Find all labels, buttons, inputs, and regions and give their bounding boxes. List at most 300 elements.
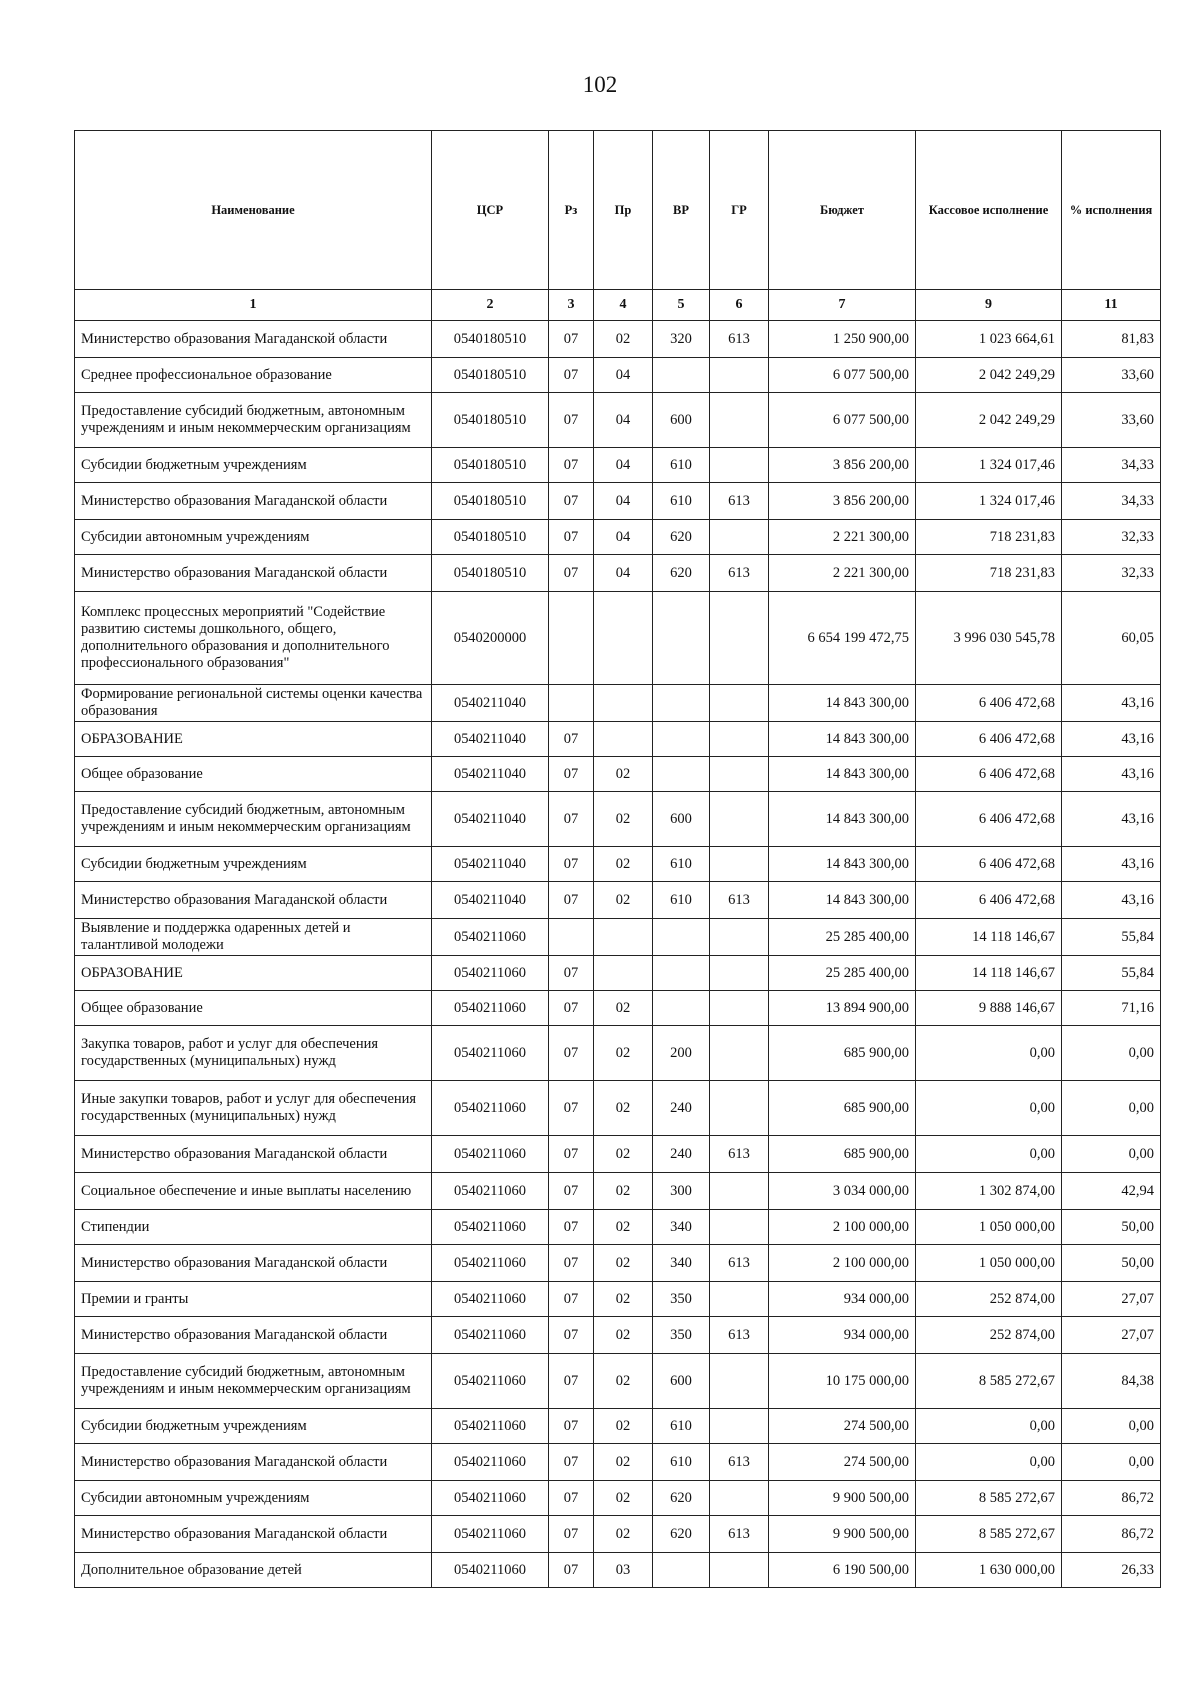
- cell-budget: 14 843 300,00: [769, 722, 916, 757]
- cell-budget: 25 285 400,00: [769, 956, 916, 991]
- table-row: [75, 321, 1161, 358]
- table-row: [75, 1354, 1161, 1409]
- cell-name: Социальное обеспечение и иные выплаты населению: [75, 1173, 432, 1210]
- cell-percent: 43,16: [1062, 847, 1161, 882]
- cell-rz: 07: [549, 1553, 594, 1588]
- cell-pr: 02: [594, 321, 653, 358]
- cell-budget: 934 000,00: [769, 1317, 916, 1354]
- cell-csr: 0540211060: [432, 1136, 549, 1173]
- column-number: 9: [916, 290, 1062, 321]
- column-number: 1: [75, 290, 432, 321]
- table-row: [75, 991, 1161, 1026]
- table-row: [75, 1081, 1161, 1136]
- cell-csr: 0540211060: [432, 1282, 549, 1317]
- cell-cash: 1 050 000,00: [916, 1245, 1062, 1282]
- cell-budget: 934 000,00: [769, 1282, 916, 1317]
- cell-rz: 07: [549, 1081, 594, 1136]
- cell-csr: 0540211060: [432, 919, 549, 956]
- cell-percent: 34,33: [1062, 483, 1161, 520]
- cell-pr: 02: [594, 1409, 653, 1444]
- cell-rz: 07: [549, 757, 594, 792]
- cell-pr: 02: [594, 1516, 653, 1553]
- header-vr: ВР: [653, 131, 710, 290]
- cell-rz: 07: [549, 792, 594, 847]
- cell-vr: [653, 358, 710, 393]
- cell-percent: 86,72: [1062, 1481, 1161, 1516]
- cell-csr: 0540211060: [432, 1444, 549, 1481]
- cell-name: Министерство образования Магаданской области: [75, 1245, 432, 1282]
- cell-name: Министерство образования Магаданской области: [75, 321, 432, 358]
- cell-csr: 0540211060: [432, 1481, 549, 1516]
- cell-csr: 0540211060: [432, 1516, 549, 1553]
- cell-name: Дополнительное образование детей: [75, 1553, 432, 1588]
- cell-rz: 07: [549, 1282, 594, 1317]
- cell-vr: 620: [653, 1516, 710, 1553]
- cell-pr: 02: [594, 1444, 653, 1481]
- cell-cash: 2 042 249,29: [916, 358, 1062, 393]
- cell-csr: 0540211060: [432, 991, 549, 1026]
- cell-gr: [710, 722, 769, 757]
- cell-percent: 43,16: [1062, 792, 1161, 847]
- cell-cash: 6 406 472,68: [916, 722, 1062, 757]
- cell-budget: 3 856 200,00: [769, 483, 916, 520]
- cell-rz: 07: [549, 520, 594, 555]
- cell-pr: 02: [594, 1081, 653, 1136]
- cell-budget: 14 843 300,00: [769, 792, 916, 847]
- cell-gr: 613: [710, 321, 769, 358]
- cell-percent: 0,00: [1062, 1409, 1161, 1444]
- cell-gr: [710, 1409, 769, 1444]
- cell-pr: 02: [594, 1026, 653, 1081]
- cell-rz: 07: [549, 1444, 594, 1481]
- table-row: [75, 1210, 1161, 1245]
- cell-name: Субсидии бюджетным учреждениям: [75, 1409, 432, 1444]
- cell-cash: 252 874,00: [916, 1282, 1062, 1317]
- header-gr: ГР: [710, 131, 769, 290]
- table-row: [75, 882, 1161, 919]
- column-number: 2: [432, 290, 549, 321]
- column-number: 4: [594, 290, 653, 321]
- cell-name: Среднее профессиональное образование: [75, 358, 432, 393]
- table-row: [75, 722, 1161, 757]
- cell-cash: 8 585 272,67: [916, 1481, 1062, 1516]
- cell-csr: 0540211060: [432, 1173, 549, 1210]
- column-number: 3: [549, 290, 594, 321]
- table-row: [75, 792, 1161, 847]
- cell-csr: 0540180510: [432, 483, 549, 520]
- cell-budget: 6 654 199 472,75: [769, 592, 916, 685]
- header-name: Наименование: [75, 131, 432, 290]
- cell-name: Министерство образования Магаданской области: [75, 1444, 432, 1481]
- cell-vr: [653, 592, 710, 685]
- cell-name: Предоставление субсидий бюджетным, автономным учреждениям и иным некоммерческим организациям: [75, 792, 432, 847]
- cell-rz: [549, 919, 594, 956]
- cell-vr: 620: [653, 1481, 710, 1516]
- cell-name: Министерство образования Магаданской области: [75, 1516, 432, 1553]
- table-row: [75, 1136, 1161, 1173]
- table-row: [75, 1481, 1161, 1516]
- cell-rz: 07: [549, 1173, 594, 1210]
- cell-pr: 02: [594, 882, 653, 919]
- table-row: [75, 1409, 1161, 1444]
- cell-rz: 07: [549, 358, 594, 393]
- cell-pr: 02: [594, 1282, 653, 1317]
- cell-percent: 27,07: [1062, 1282, 1161, 1317]
- cell-cash: 8 585 272,67: [916, 1354, 1062, 1409]
- cell-pr: 02: [594, 1136, 653, 1173]
- cell-rz: 07: [549, 847, 594, 882]
- cell-pr: [594, 722, 653, 757]
- cell-csr: 0540180510: [432, 358, 549, 393]
- cell-csr: 0540211060: [432, 1245, 549, 1282]
- cell-budget: 14 843 300,00: [769, 757, 916, 792]
- header-cash: Кассовое исполнение: [916, 131, 1062, 290]
- cell-budget: 685 900,00: [769, 1136, 916, 1173]
- cell-percent: 50,00: [1062, 1210, 1161, 1245]
- cell-csr: 0540211040: [432, 757, 549, 792]
- cell-name: Министерство образования Магаданской области: [75, 555, 432, 592]
- cell-cash: 1 023 664,61: [916, 321, 1062, 358]
- cell-name: Стипендии: [75, 1210, 432, 1245]
- cell-percent: 43,16: [1062, 722, 1161, 757]
- cell-vr: 610: [653, 847, 710, 882]
- cell-csr: 0540211060: [432, 1026, 549, 1081]
- cell-budget: 9 900 500,00: [769, 1516, 916, 1553]
- table-row: [75, 1245, 1161, 1282]
- cell-pr: [594, 685, 653, 722]
- cell-name: Субсидии бюджетным учреждениям: [75, 448, 432, 483]
- cell-pr: 03: [594, 1553, 653, 1588]
- cell-rz: 07: [549, 1481, 594, 1516]
- cell-budget: 13 894 900,00: [769, 991, 916, 1026]
- cell-vr: 610: [653, 483, 710, 520]
- cell-vr: 240: [653, 1136, 710, 1173]
- cell-name: Закупка товаров, работ и услуг для обеспечения государственных (муниципальных) нужд: [75, 1026, 432, 1081]
- cell-csr: 0540180510: [432, 448, 549, 483]
- cell-rz: 07: [549, 555, 594, 592]
- cell-name: Премии и гранты: [75, 1282, 432, 1317]
- cell-percent: 55,84: [1062, 956, 1161, 991]
- cell-name: Министерство образования Магаданской области: [75, 882, 432, 919]
- cell-rz: 07: [549, 393, 594, 448]
- cell-pr: 02: [594, 1245, 653, 1282]
- cell-csr: 0540211040: [432, 882, 549, 919]
- cell-cash: 1 324 017,46: [916, 483, 1062, 520]
- cell-percent: 71,16: [1062, 991, 1161, 1026]
- table-row: [75, 1173, 1161, 1210]
- table-row: [75, 1553, 1161, 1588]
- cell-csr: 0540211060: [432, 1210, 549, 1245]
- cell-gr: [710, 1354, 769, 1409]
- cell-rz: 07: [549, 1136, 594, 1173]
- cell-cash: 1 324 017,46: [916, 448, 1062, 483]
- cell-percent: 50,00: [1062, 1245, 1161, 1282]
- cell-cash: 718 231,83: [916, 555, 1062, 592]
- cell-cash: 6 406 472,68: [916, 757, 1062, 792]
- cell-csr: 0540180510: [432, 520, 549, 555]
- cell-name: Министерство образования Магаданской области: [75, 1317, 432, 1354]
- cell-name: Иные закупки товаров, работ и услуг для обеспечения государственных (муниципальных) нужд: [75, 1081, 432, 1136]
- cell-pr: 02: [594, 1210, 653, 1245]
- cell-percent: 0,00: [1062, 1081, 1161, 1136]
- header-csr: ЦСР: [432, 131, 549, 290]
- cell-name: Министерство образования Магаданской области: [75, 1136, 432, 1173]
- cell-vr: [653, 1553, 710, 1588]
- cell-gr: [710, 919, 769, 956]
- cell-csr: 0540211040: [432, 685, 549, 722]
- column-number: 6: [710, 290, 769, 321]
- cell-cash: 2 042 249,29: [916, 393, 1062, 448]
- cell-pr: 04: [594, 448, 653, 483]
- cell-gr: 613: [710, 1245, 769, 1282]
- cell-cash: 0,00: [916, 1081, 1062, 1136]
- table-row: [75, 1516, 1161, 1553]
- cell-pr: 02: [594, 757, 653, 792]
- table-row: [75, 919, 1161, 956]
- cell-cash: 0,00: [916, 1409, 1062, 1444]
- cell-csr: 0540211040: [432, 847, 549, 882]
- cell-percent: 43,16: [1062, 757, 1161, 792]
- cell-budget: 9 900 500,00: [769, 1481, 916, 1516]
- table-row: [75, 757, 1161, 792]
- table-row: [75, 358, 1161, 393]
- cell-vr: 300: [653, 1173, 710, 1210]
- cell-pr: 04: [594, 483, 653, 520]
- cell-name: Министерство образования Магаданской области: [75, 483, 432, 520]
- cell-pr: 02: [594, 847, 653, 882]
- cell-pr: [594, 592, 653, 685]
- cell-gr: [710, 956, 769, 991]
- cell-gr: [710, 1282, 769, 1317]
- cell-vr: 350: [653, 1282, 710, 1317]
- cell-budget: 685 900,00: [769, 1026, 916, 1081]
- cell-vr: 600: [653, 393, 710, 448]
- cell-gr: [710, 792, 769, 847]
- cell-budget: 1 250 900,00: [769, 321, 916, 358]
- table-row: [75, 393, 1161, 448]
- cell-vr: 240: [653, 1081, 710, 1136]
- cell-rz: 07: [549, 321, 594, 358]
- cell-cash: 9 888 146,67: [916, 991, 1062, 1026]
- table-row: [75, 685, 1161, 722]
- cell-cash: 6 406 472,68: [916, 882, 1062, 919]
- cell-cash: 14 118 146,67: [916, 956, 1062, 991]
- table-body: [75, 321, 1161, 1588]
- cell-csr: 0540211060: [432, 1553, 549, 1588]
- table-row: [75, 592, 1161, 685]
- cell-gr: 613: [710, 1136, 769, 1173]
- cell-cash: 0,00: [916, 1444, 1062, 1481]
- cell-rz: 07: [549, 882, 594, 919]
- cell-budget: 10 175 000,00: [769, 1354, 916, 1409]
- cell-name: Предоставление субсидий бюджетным, автономным учреждениям и иным некоммерческим организациям: [75, 393, 432, 448]
- cell-gr: [710, 1481, 769, 1516]
- cell-rz: [549, 592, 594, 685]
- cell-budget: 14 843 300,00: [769, 685, 916, 722]
- cell-budget: 3 856 200,00: [769, 448, 916, 483]
- cell-name: Общее образование: [75, 991, 432, 1026]
- cell-csr: 0540180510: [432, 393, 549, 448]
- header-budget: Бюджет: [769, 131, 916, 290]
- cell-rz: [549, 685, 594, 722]
- cell-gr: [710, 685, 769, 722]
- cell-gr: [710, 991, 769, 1026]
- cell-gr: [710, 1173, 769, 1210]
- cell-cash: 0,00: [916, 1026, 1062, 1081]
- cell-csr: 0540211060: [432, 956, 549, 991]
- cell-name: ОБРАЗОВАНИЕ: [75, 956, 432, 991]
- cell-vr: 620: [653, 520, 710, 555]
- cell-budget: 25 285 400,00: [769, 919, 916, 956]
- cell-gr: [710, 520, 769, 555]
- cell-gr: [710, 358, 769, 393]
- cell-budget: 14 843 300,00: [769, 847, 916, 882]
- column-number: 7: [769, 290, 916, 321]
- cell-gr: 613: [710, 483, 769, 520]
- cell-pr: 02: [594, 1354, 653, 1409]
- cell-gr: 613: [710, 1444, 769, 1481]
- cell-rz: 07: [549, 722, 594, 757]
- cell-cash: 3 996 030 545,78: [916, 592, 1062, 685]
- cell-pr: [594, 956, 653, 991]
- header-percent: % исполнения: [1062, 131, 1161, 290]
- cell-cash: 6 406 472,68: [916, 792, 1062, 847]
- cell-name: Выявление и поддержка одаренных детей и талантливой молодежи: [75, 919, 432, 956]
- cell-rz: 07: [549, 1026, 594, 1081]
- header-rz: Рз: [549, 131, 594, 290]
- cell-gr: 613: [710, 1516, 769, 1553]
- cell-percent: 27,07: [1062, 1317, 1161, 1354]
- cell-budget: 274 500,00: [769, 1409, 916, 1444]
- cell-cash: 718 231,83: [916, 520, 1062, 555]
- table-row: [75, 448, 1161, 483]
- cell-pr: 04: [594, 358, 653, 393]
- cell-vr: [653, 685, 710, 722]
- cell-rz: 07: [549, 991, 594, 1026]
- cell-vr: [653, 919, 710, 956]
- cell-name: Формирование региональной системы оценки качества образования: [75, 685, 432, 722]
- cell-percent: 0,00: [1062, 1026, 1161, 1081]
- cell-gr: [710, 1026, 769, 1081]
- cell-percent: 33,60: [1062, 358, 1161, 393]
- cell-percent: 32,33: [1062, 520, 1161, 555]
- cell-rz: 07: [549, 483, 594, 520]
- cell-name: Предоставление субсидий бюджетным, автономным учреждениям и иным некоммерческим организациям: [75, 1354, 432, 1409]
- cell-vr: 340: [653, 1210, 710, 1245]
- cell-percent: 60,05: [1062, 592, 1161, 685]
- table-row: [75, 1282, 1161, 1317]
- cell-rz: 07: [549, 448, 594, 483]
- cell-name: Субсидии автономным учреждениям: [75, 1481, 432, 1516]
- cell-cash: 252 874,00: [916, 1317, 1062, 1354]
- cell-vr: [653, 956, 710, 991]
- cell-budget: 685 900,00: [769, 1081, 916, 1136]
- cell-percent: 34,33: [1062, 448, 1161, 483]
- cell-pr: 04: [594, 520, 653, 555]
- header-pr: Пр: [594, 131, 653, 290]
- table-row: [75, 1026, 1161, 1081]
- table-row: [75, 1444, 1161, 1481]
- cell-gr: [710, 393, 769, 448]
- cell-cash: 1 050 000,00: [916, 1210, 1062, 1245]
- cell-percent: 0,00: [1062, 1444, 1161, 1481]
- cell-gr: 613: [710, 882, 769, 919]
- cell-rz: 07: [549, 1245, 594, 1282]
- cell-vr: 610: [653, 1444, 710, 1481]
- cell-gr: [710, 1081, 769, 1136]
- column-number: 11: [1062, 290, 1161, 321]
- cell-rz: 07: [549, 1516, 594, 1553]
- cell-cash: 1 630 000,00: [916, 1553, 1062, 1588]
- cell-gr: [710, 1553, 769, 1588]
- cell-csr: 0540211060: [432, 1354, 549, 1409]
- cell-percent: 33,60: [1062, 393, 1161, 448]
- column-number: 5: [653, 290, 710, 321]
- cell-rz: 07: [549, 1317, 594, 1354]
- cell-percent: 55,84: [1062, 919, 1161, 956]
- cell-csr: 0540200000: [432, 592, 549, 685]
- cell-pr: 02: [594, 991, 653, 1026]
- cell-vr: 350: [653, 1317, 710, 1354]
- cell-vr: 610: [653, 882, 710, 919]
- cell-budget: 274 500,00: [769, 1444, 916, 1481]
- budget-execution-table: [74, 130, 1161, 1588]
- cell-vr: 320: [653, 321, 710, 358]
- cell-gr: 613: [710, 1317, 769, 1354]
- cell-percent: 43,16: [1062, 685, 1161, 722]
- cell-csr: 0540211060: [432, 1409, 549, 1444]
- cell-budget: 2 221 300,00: [769, 555, 916, 592]
- cell-pr: 02: [594, 792, 653, 847]
- cell-vr: 600: [653, 1354, 710, 1409]
- cell-cash: 6 406 472,68: [916, 685, 1062, 722]
- column-number-row: [75, 290, 1161, 321]
- cell-vr: 200: [653, 1026, 710, 1081]
- cell-pr: 02: [594, 1481, 653, 1516]
- cell-percent: 86,72: [1062, 1516, 1161, 1553]
- cell-percent: 32,33: [1062, 555, 1161, 592]
- cell-percent: 0,00: [1062, 1136, 1161, 1173]
- cell-gr: [710, 847, 769, 882]
- cell-vr: 610: [653, 448, 710, 483]
- cell-csr: 0540211040: [432, 792, 549, 847]
- cell-gr: 613: [710, 555, 769, 592]
- cell-csr: 0540180510: [432, 555, 549, 592]
- cell-pr: 04: [594, 555, 653, 592]
- cell-pr: 02: [594, 1173, 653, 1210]
- table-row: [75, 847, 1161, 882]
- cell-percent: 81,83: [1062, 321, 1161, 358]
- cell-budget: 6 077 500,00: [769, 393, 916, 448]
- cell-vr: 340: [653, 1245, 710, 1282]
- cell-name: Общее образование: [75, 757, 432, 792]
- cell-csr: 0540211040: [432, 722, 549, 757]
- cell-vr: [653, 722, 710, 757]
- cell-budget: 14 843 300,00: [769, 882, 916, 919]
- cell-name: Субсидии бюджетным учреждениям: [75, 847, 432, 882]
- cell-csr: 0540180510: [432, 321, 549, 358]
- cell-csr: 0540211060: [432, 1081, 549, 1136]
- table-row: [75, 956, 1161, 991]
- cell-rz: 07: [549, 1409, 594, 1444]
- cell-rz: 07: [549, 1354, 594, 1409]
- cell-gr: [710, 592, 769, 685]
- cell-name: ОБРАЗОВАНИЕ: [75, 722, 432, 757]
- cell-gr: [710, 757, 769, 792]
- cell-name: Комплекс процессных мероприятий "Содействие развитию системы дошкольного, общего, дополнительного образования и дополнительного профессионального образования": [75, 592, 432, 685]
- cell-pr: 02: [594, 1317, 653, 1354]
- cell-name: Субсидии автономным учреждениям: [75, 520, 432, 555]
